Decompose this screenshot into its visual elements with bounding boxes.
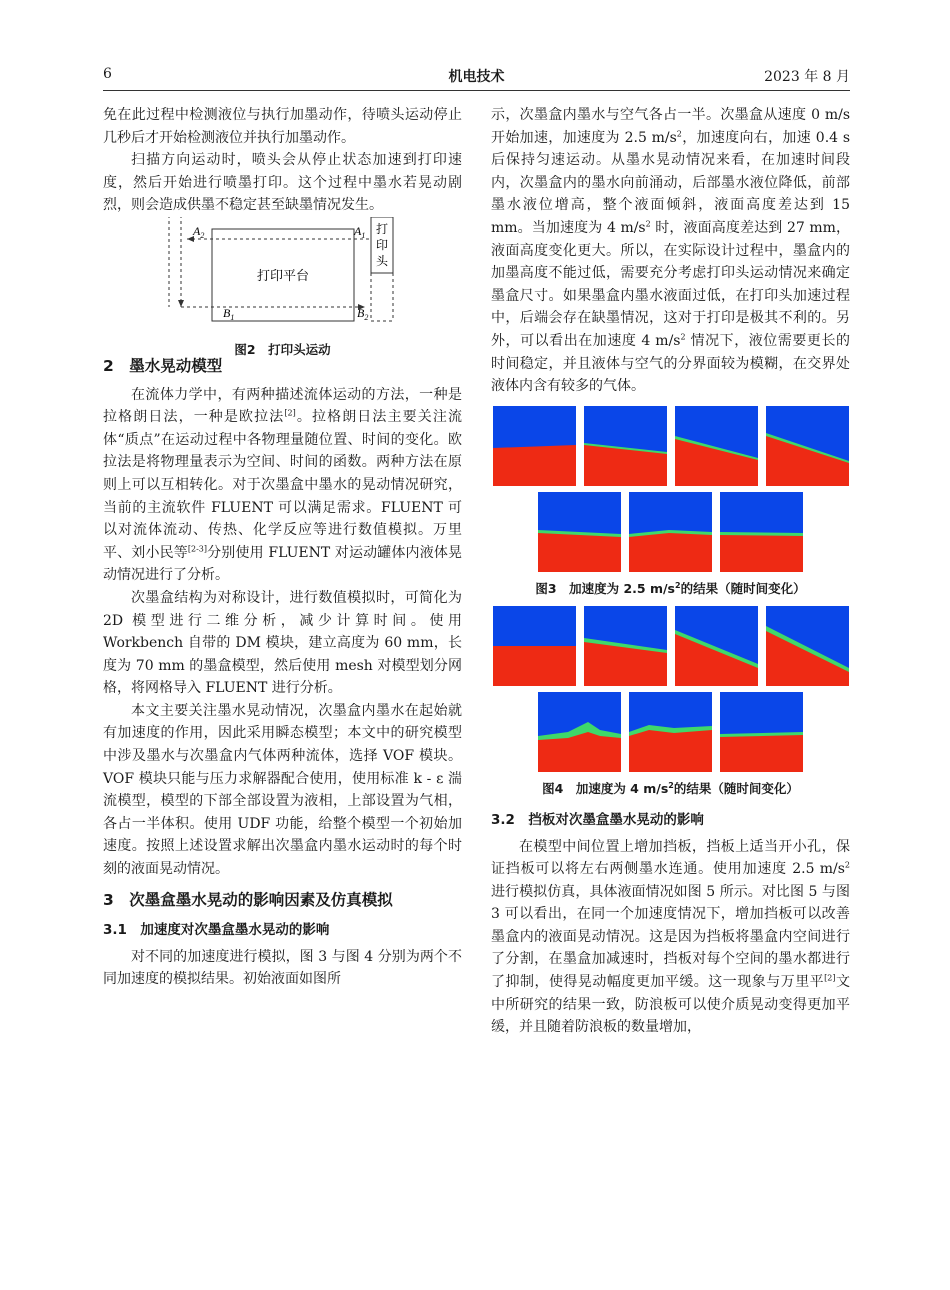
section-3-2-title: 3.2 挡板对次墨盒墨水晃动的影响 [491, 811, 704, 828]
right-column [491, 104, 850, 1039]
sim-panel [584, 406, 667, 486]
header-rule [103, 90, 850, 91]
figure-4-row-1 [491, 606, 850, 686]
paragraph: 对不同的加速度进行模拟，图 3 与图 4 分别为两个不同加速度的模拟结果。初始液面如图所 [103, 948, 462, 988]
section-2-title: 2 墨水晃动模型 [103, 356, 223, 375]
sim-panel [675, 406, 758, 486]
paragraph: 在流体力学中，有两种描述流体运动的方法，一种是拉格朗日法，一种是欧拉法[2]。拉格朗日法主要关注流体“质点”在运动过程中各物理量随位置、时间的变化。欧拉法是将物理量表示为空间、时间的函数。两种方法在原则上可以互相转化。对于次墨盒中墨水的晃动情况研究，当前的主流软件 FLUENT 可以满足需求。FLUENT 可以对流体流动、传热、化学反应等进行数值模拟。万里平、刘小民等[2-3]分别使用 FLUENT 对运动罐体内液体晃动情况进行了分析。 [103, 386, 463, 584]
sim-panel [538, 492, 621, 572]
label-b2: $B_2$ [357, 305, 369, 322]
sim-panel [766, 606, 849, 686]
sim-panel [493, 406, 576, 486]
sim-panel [584, 606, 667, 686]
label-head-1: 打 [375, 221, 389, 236]
figure-3-caption: 图3 加速度为 2.5 $m/s^2$的结果（随时间变化） [535, 580, 806, 596]
left-column [103, 104, 462, 991]
sim-panel [493, 606, 576, 686]
sim-panel [720, 492, 803, 572]
paragraph: 次墨盒结构为对称设计，进行数值模拟时，可简化为 2D 模型进行二维分析，减少计算时间。使用 Workbench 自带的 DM 模块，建立高度为 60 mm，长度为 70 mm 的墨盒模型，然后使用 mesh 对模型划分网格，将网格导入 FLUENT 进行分析。 [103, 589, 462, 697]
page-number: 6 [103, 66, 112, 82]
sim-panel [766, 406, 849, 486]
label-a2: $A_2$ [193, 223, 205, 240]
sim-panel [629, 692, 712, 772]
print-head-motion-diagram [103, 217, 462, 327]
paragraph: 免在此过程中检测液位与执行加墨动作，待喷头运动停止几秒后才开始检测液位并执行加墨动作。 [103, 107, 462, 146]
sim-panel [538, 692, 621, 772]
journal-title: 机电技术 [448, 69, 505, 85]
arrow-down [178, 300, 184, 307]
label-platform: 打印平台 [256, 268, 310, 284]
figure-2-caption: 图2 打印头运动 [234, 341, 331, 357]
figure-4 [491, 606, 850, 801]
page-header [103, 66, 850, 88]
figure-3 [491, 406, 850, 601]
label-a1: $A_1$ [354, 223, 366, 240]
sim-panel [629, 492, 712, 572]
paragraph: 示，次墨盒内墨水与空气各占一半。次墨盒从速度 0 m/s 开始加速，加速度为 2.5 $m/s^2$，加速度向右，加速 0.4 s 后保持匀速运动。从墨水晃动情况来看，在加速时间段内，次墨盒内的墨水向前涌动，后部墨水液位降低，前部墨水液位增高，整个液面倾斜，液面高度差达到 15 mm。当加速度为 4 $m/s^2$ 时，液面高度差达到 27 mm，液面高度变化更大。所以，在实际设计过程中，墨盒内的加墨高度不能过低，需要充分考虑打印头运动情况来确定墨盒尺寸。如果墨盒内墨水液面过低，在打印头加速过程中，后端会存在缺墨情况，这对于打印是极其不利的。另外，可以看出在加速度 4 $m/s^2$ 情况下，液位需要更长的时间稳定，并且液体与空气的分界面较为模糊，在交界处液体内含有较多的气体。 [491, 107, 851, 395]
paragraph: 本文主要关注墨水晃动情况，次墨盒内墨水在起始就有加速度的作用，因此采用瞬态模型；本文中的研究模型中涉及墨水与次墨盒内气体两种流体，选择 VOF 模块。VOF 模块只能与压力求解器配合使用，使用标准 k - ε 湍流模型，模型的下部全部设置为液相，上部设置为气相，各占一半体积。使用 UDF 功能，给整个模型一个初始加速度。按照上述设置求解出次墨盒内墨水运动时的每个时刻的液面晃动情况。 [103, 702, 462, 878]
figure-3-row-2 [491, 492, 850, 572]
label-head-2: 印 [375, 237, 389, 252]
section-3-1-title: 3.1 加速度对次墨盒墨水晃动的影响 [103, 922, 330, 939]
sim-panel [675, 606, 758, 686]
figure-2 [103, 217, 462, 357]
figure-4-row-2 [491, 692, 850, 772]
issue-date: 2023 年 8 月 [764, 69, 850, 85]
sim-panel [720, 692, 803, 772]
figure-3-row-1 [491, 406, 850, 486]
paragraph: 扫描方向运动时，喷头会从停止状态加速到打印速度，然后开始进行喷墨打印。这个过程中墨水若晃动剧烈，则会造成供墨不稳定甚至缺墨情况发生。 [103, 152, 462, 214]
section-3-title: 3 次墨盒墨水晃动的影响因素及仿真模拟 [103, 890, 393, 909]
paragraph: 在模型中间位置上增加挡板，挡板上适当开小孔，保证挡板可以将左右两侧墨水连通。使用加速度 2.5 $m/s^2$ 进行模拟仿真，具体液面情况如图 5 所示。对比图 5 与图 3 可以看出，在同一个加速度情况下，增加挡板可以改善墨盒内的液面晃动情况。这是因为挡板将墨盒内空间进行了分割，在墨盒加减速时，挡板对每个空间的墨水都进行了抑制，使得晃动幅度更加平缓。这一现象与万里平[2]文中所研究的结果一致，防浪板可以使介质晃动变得更加平缓，并且随着防浪板的数量增加， [491, 838, 851, 1036]
label-head-3: 头 [375, 253, 389, 268]
figure-4-caption: 图4 加速度为 4 $m/s^2$的结果（随时间变化） [542, 781, 799, 797]
label-b1: $B_1$ [223, 305, 235, 322]
